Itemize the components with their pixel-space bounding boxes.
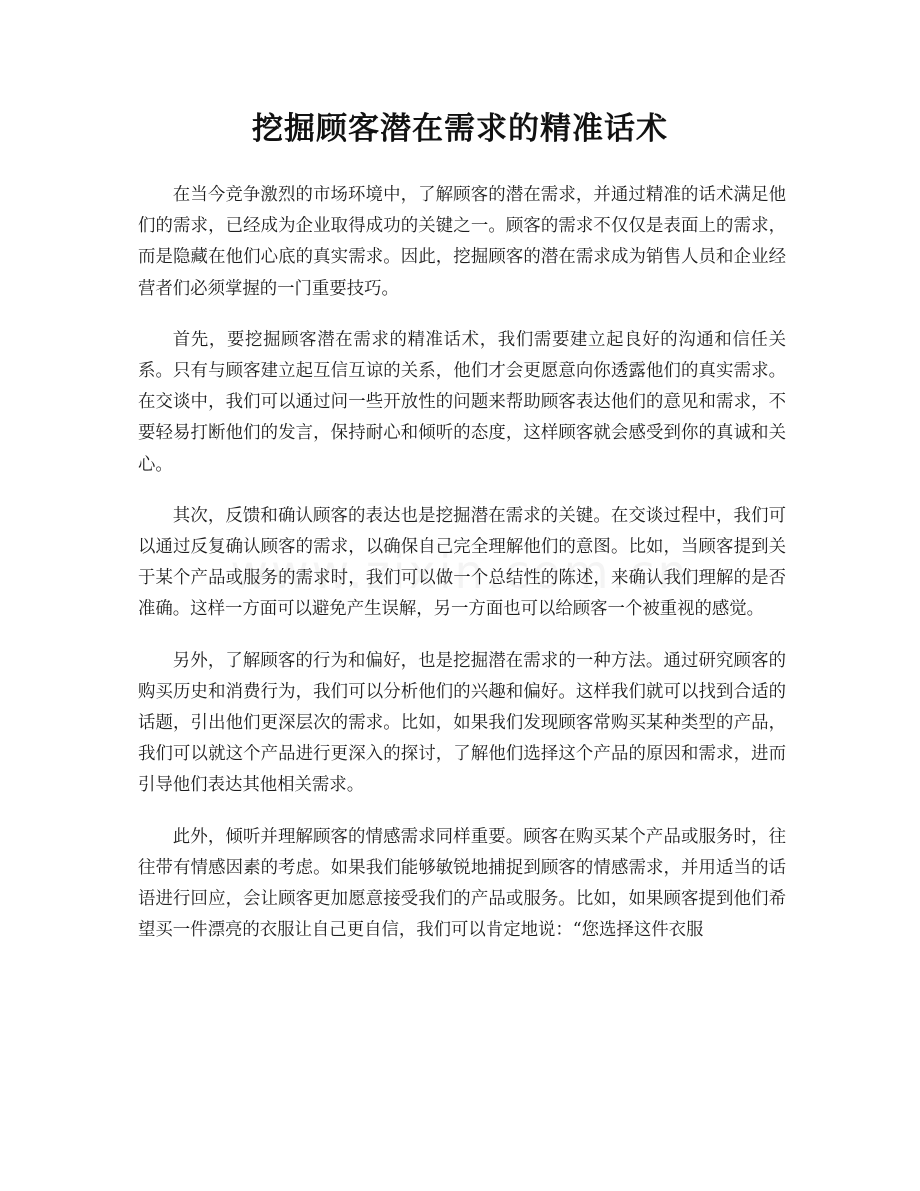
paragraph-1: 在当今竞争激烈的市场环境中，了解顾客的潜在需求，并通过精准的话术满足他们的需求，已经成为企业取得成功的关键之一。顾客的需求不仅仅是表面上的需求，而是隐藏在他们心底的真实需求。因此，挖掘顾客的潜在需求成为销售人员和企业经营者们必须掌握的一门重要技巧。	[138, 185, 786, 299]
document-title: 挖掘顾客潜在需求的精准话术	[252, 111, 668, 147]
paragraph-2: 首先，要挖掘顾客潜在需求的精准话术，我们需要建立起良好的沟通和信任关系。只有与顾客建立起互信互谅的关系，他们才会更愿意向你透露他们的真实需求。在交谈中，我们可以通过问一些开放性的问题来帮助顾客表达他们的意见和需求，不要轻易打断他们的发言，保持耐心和倾听的态度，这样顾客就会感受到你的真诚和关心。	[138, 329, 786, 475]
paragraph-3: 其次，反馈和确认顾客的表达也是挖掘潜在需求的关键。在交谈过程中，我们可以通过反复确认顾客的需求，以确保自己完全理解他们的意图。比如，当顾客提到关于某个产品或服务的需求时，我们可以做一个总结性的陈述，来确认我们理解的是否准确。这样一方面可以避免产生误解，另一方面也可以给顾客一个被重视的感觉。	[138, 505, 786, 620]
document-body	[138, 180, 786, 966]
paragraph-4: 另外，了解顾客的行为和偏好，也是挖掘潜在需求的一种方法。通过研究顾客的购买历史和消费行为，我们可以分析他们的兴趣和偏好。这样我们就可以找到合适的话题，引出他们更深层次的需求。比如，如果我们发现顾客常购买某种类型的产品，我们可以就这个产品进行更深入的探讨，了解他们选择这个产品的原因和需求，进而引导他们表达其他相关需求。	[138, 650, 786, 796]
paragraph-5: 此外，倾听并理解顾客的情感需求同样重要。顾客在购买某个产品或服务时，往往带有情感因素的考虑。如果我们能够敏锐地捕捉到顾客的情感需求，并用适当的话语进行回应，会让顾客更加愿意接受我们的产品或服务。比如，如果顾客提到他们希望买一件漂亮的衣服让自己更自信，我们可以肯定地说：“您选择这件衣服	[138, 826, 786, 941]
